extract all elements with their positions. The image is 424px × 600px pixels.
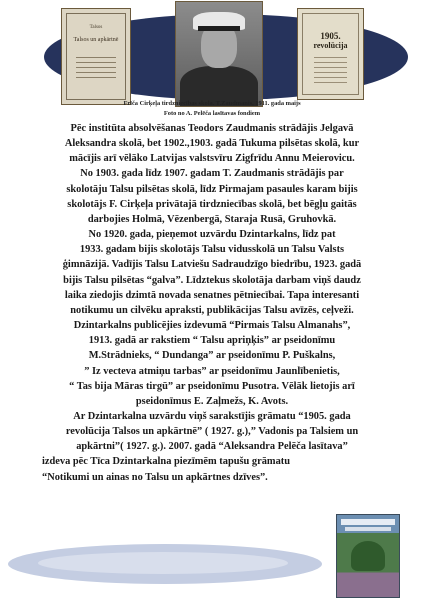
- text-line: laika ziedojis dzimtā novada senatnes pētniecībai. Tapa interesanti: [64, 289, 360, 301]
- text-line: M.Strādnieks, “ Dundanga” ar pseidonīmu P. Puškalns,: [88, 350, 336, 362]
- text-line: Ar Dzintarkalna uzvārdu viņš sarakstījis grāmatu “1905. gada: [73, 410, 351, 422]
- photo-credit: Foto no A. Pelēča lasītavas fondiem: [163, 110, 261, 117]
- text-line: ģimnāzijā. Vadījis Talsu Latviešu Sadraudzīgo biedrību, 1923. gadā: [62, 259, 362, 271]
- text-line: bijis Talsu pilsētas “galva”. Līdztekus skolotāja darbam viņš daudz: [63, 274, 361, 286]
- text-line: No 1903. gada līdz 1907. gadam T. Zaudmanis strādājis par: [80, 168, 344, 180]
- text-line: izdeva pēc Tīca Dzintarkalna piezīmēm tapušu grāmatu: [42, 456, 291, 468]
- book-cover-bottom-tree: [351, 541, 385, 571]
- book-cover-bottom-subtitle-bar: [345, 527, 391, 531]
- book-cover-right-word: revolūcija: [313, 41, 348, 50]
- book-cover-left-image: [62, 9, 130, 104]
- book-cover-right-image: [298, 9, 363, 99]
- text-line: “ Tas bija Māras tirgū” ar pseidonīmu Pusotra. Vēlāk lietojis arī: [69, 380, 355, 392]
- text-line: “Notikumi un ainas no Talsu un apkārtnes dzīves”.: [42, 471, 268, 483]
- biography-text: [20, 121, 404, 485]
- text-line: skolotāju Talsu pilsētas skolā, līdz Pirmajam pasaules karam bijis: [66, 183, 358, 195]
- text-line: darbojies Holmā, Vēzenbergā, Staraja Rusā, Gruhovkā.: [87, 213, 337, 225]
- text-line: Pēc institūta absolvēšanas Teodors Zaudmanis strādājis Jelgavā: [70, 123, 354, 134]
- text-line: apkārtni”( 1927. g.). 2007. gadā “Aleksandra Pelēča lasītava”: [76, 441, 348, 453]
- text-line: pseidonīmus E. Zaļmežs, K. Avots.: [135, 395, 289, 407]
- text-line: 1913. gadā ar rakstiem “ Talsu apriņķis” ar pseidonīmu: [88, 335, 336, 347]
- text-line: skolotājs F. Cirķeļa privātajā tirdzniecības skolā, bet bēgļu gaitās: [67, 198, 357, 210]
- book-cover-right-year: 1905.: [320, 31, 341, 41]
- text-line: No 1920. gada, pieņemot uzvārdu Dzintarkalns, līdz pat: [88, 229, 336, 241]
- book-cover-right-text-lines: [314, 57, 347, 83]
- book-cover-left-title-top: Talsos: [89, 25, 103, 30]
- text-line: notikumu un cilvēku apraksti, publikācijas Talsu avīzēs, ceļveži.: [70, 304, 354, 316]
- text-line: ” Iz vecteva atmiņu tarbas” ar pseidonīmu Jaunlībenietis,: [84, 365, 340, 377]
- photo-caption: Frīča Cirķeļa tirdzniecības skola. T.Zaudmanis, 1911. gada maijs: [123, 100, 301, 107]
- portrait-photo: [176, 2, 262, 106]
- book-cover-bottom-title-bar: [341, 519, 395, 525]
- text-line: 1933. gadam bijis skolotājs Talsu vidusskolā un Talsu Valsts: [79, 244, 345, 256]
- footer-ellipse-decoration: [8, 544, 322, 584]
- text-line: Dzintarkalns publicējies izdevumā “Pirmais Talsu Almanahs”,: [73, 320, 351, 332]
- book-cover-bottom-image: [337, 515, 399, 597]
- book-cover-left-text-lines: [76, 57, 116, 81]
- text-line: revolūcija Talsos un apkārtnē” ( 1927. g.),” Vadonis pa Talsiem un: [65, 426, 359, 438]
- text-line: mācījis arī vēlāko Latvijas valstsvīru Zigfrīdu Annu Meierovicu.: [69, 153, 355, 165]
- text-line: Aleksandra skolā, bet 1902.,1903. gadā Tukuma pilsētas skolā, kur: [64, 138, 360, 150]
- book-cover-left-title-main: Talsos un apkārtnē: [73, 37, 119, 43]
- portrait-cap-visor: [198, 26, 240, 31]
